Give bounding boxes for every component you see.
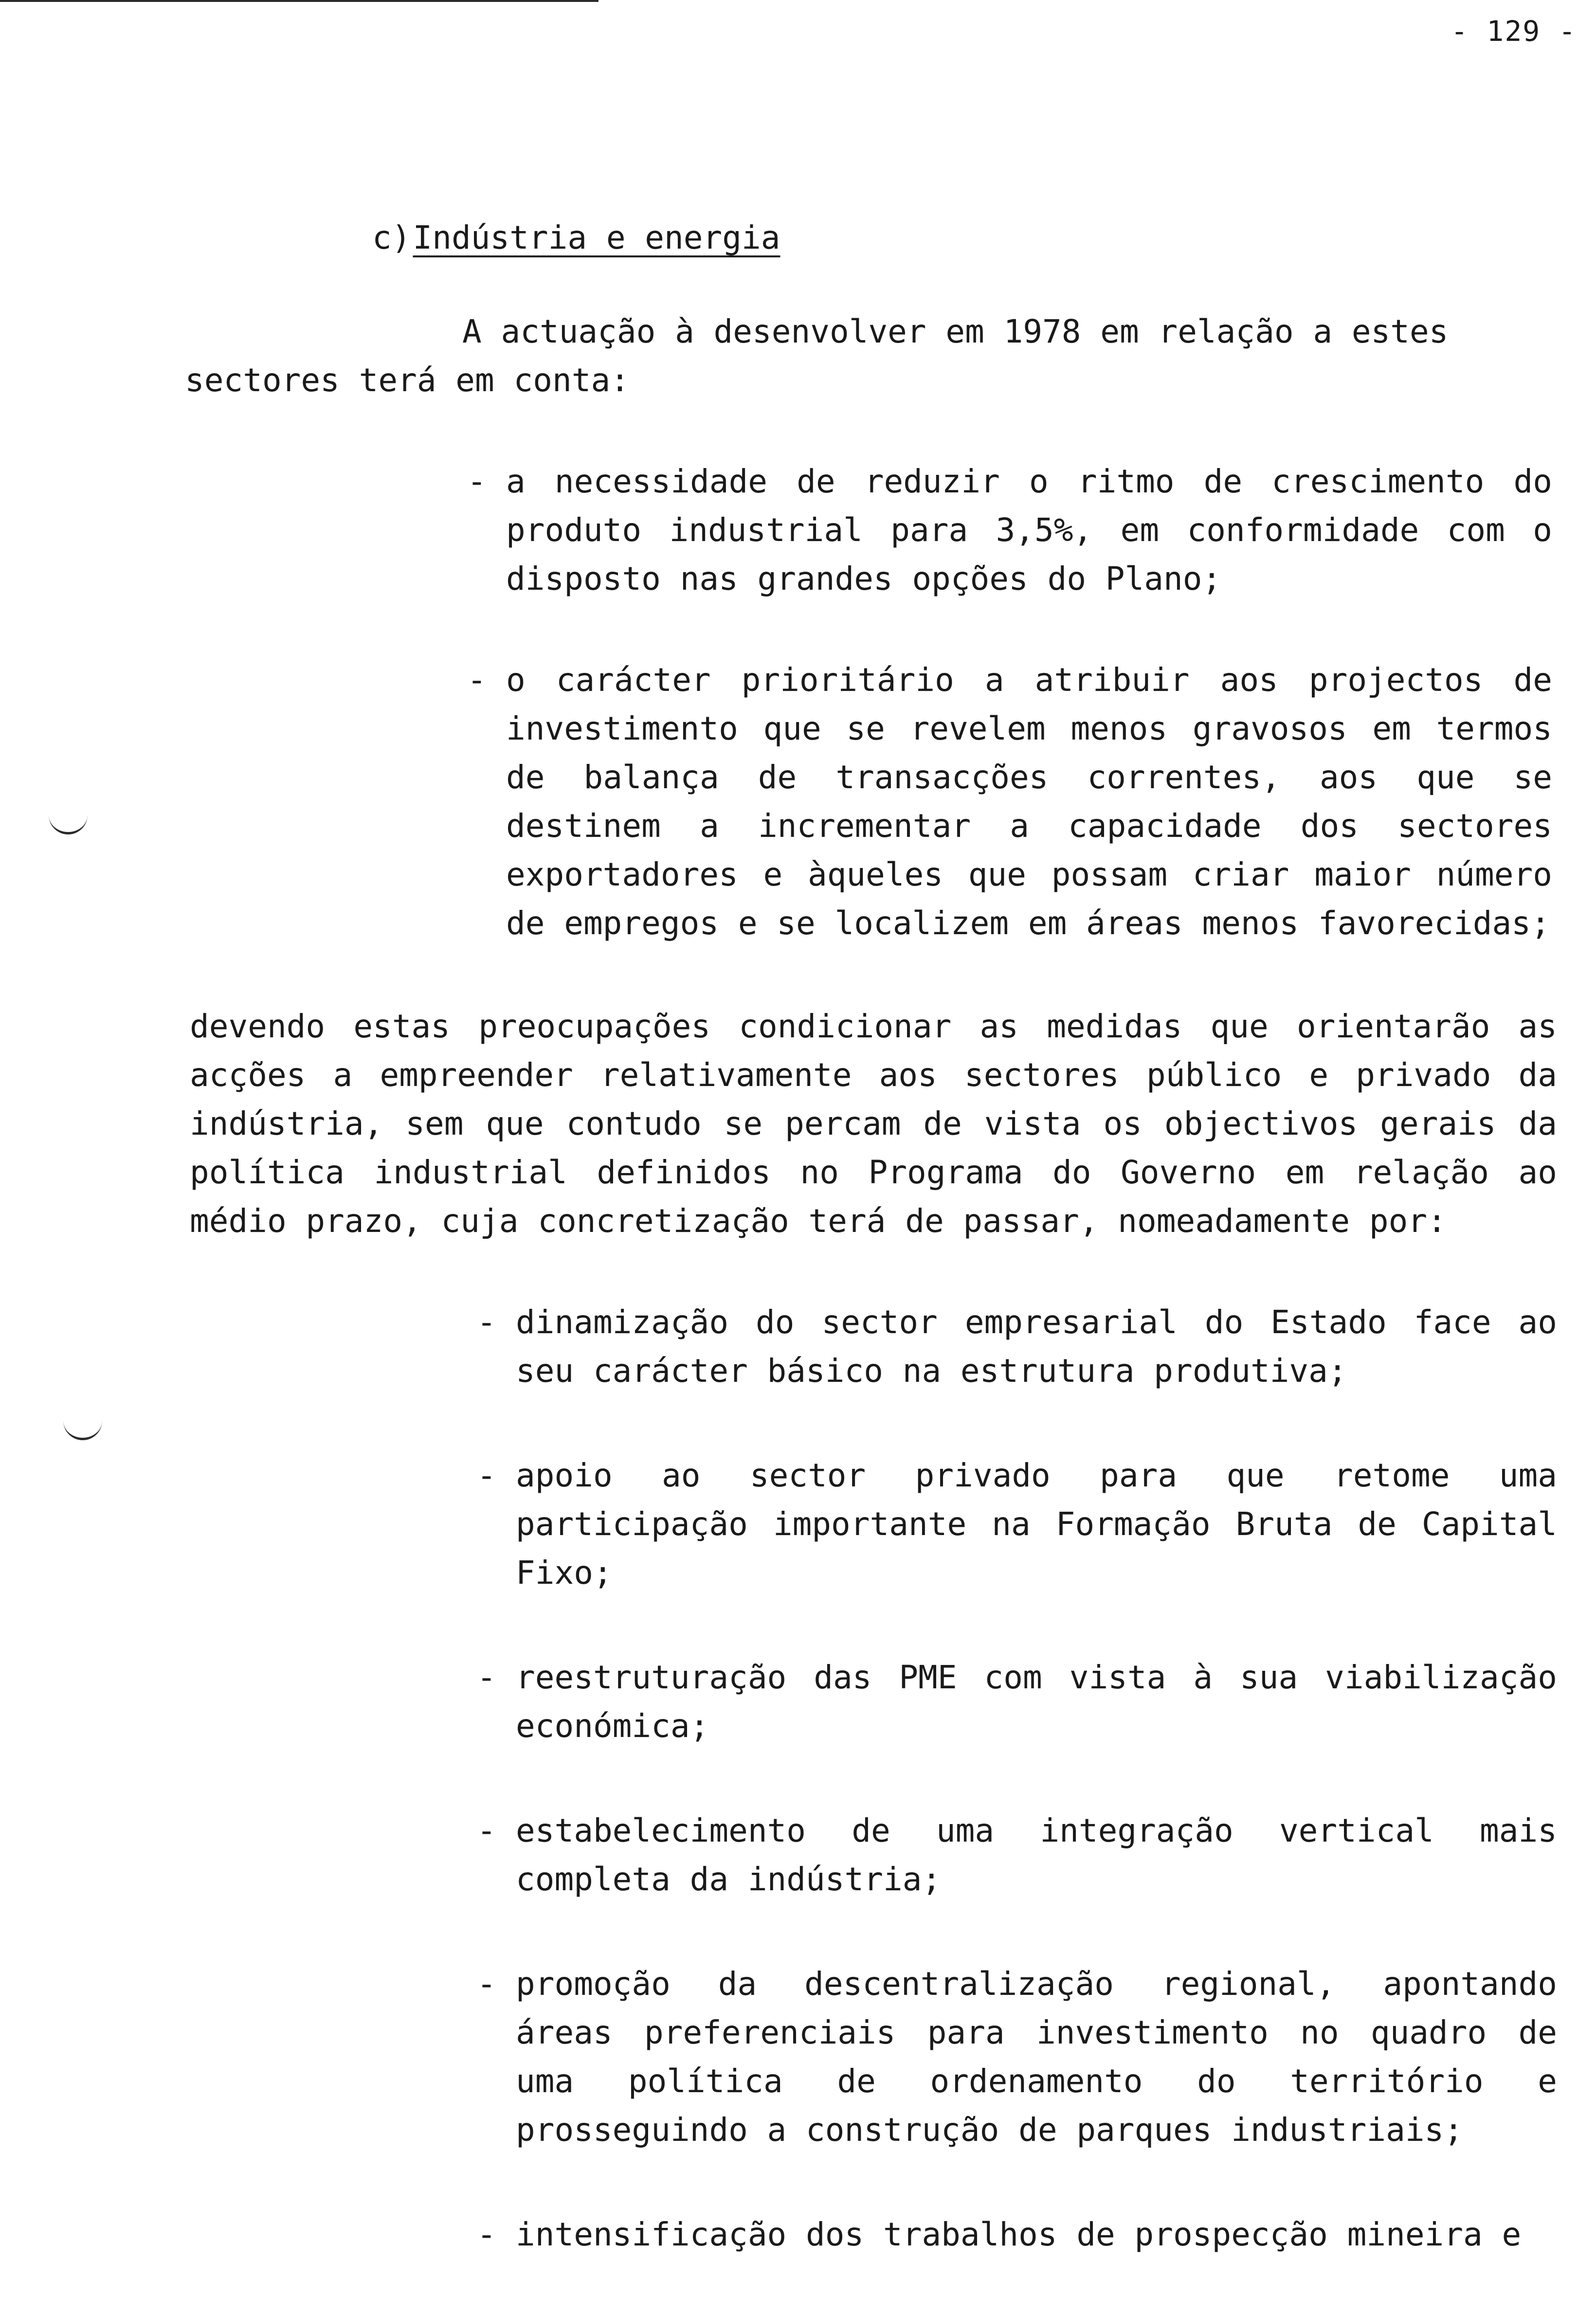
list-item-text: dinamização do sector empresarial do Estado face ao seu carácter básico na estrutura produtiva; [516, 1303, 1557, 1390]
list-item [477, 1653, 1557, 1751]
section-title: Indústria e energia [413, 219, 780, 256]
closing-paragraph: devendo estas preocupações condicionar as medidas que orientarão as acções a empreender relativamente aos sectores público e privado da indústria, sem que contudo se percam de vista os objectivos gerais da política industrial definidos no Programa do Governo em relação ao médio prazo, cuja concretização terá de passar, nomeadamente por: [190, 1008, 1557, 1240]
binder-hole-mark [63, 1418, 102, 1440]
bullet-dash: - [477, 1812, 496, 1849]
list-item-text: apoio ao sector privado para que retome uma participação importante na Formação Bruta de Capital Fixo; [516, 1457, 1557, 1592]
top-rule [0, 0, 598, 2]
list-item-text: o carácter prioritário a atribuir aos projectos de investimento que se revelem menos gravosos em termos de balança de transacções correntes, aos que se destinem a incrementar a capacidade dos sectores exportadores e àqueles que possam criar maior número de empregos e se localizem em áreas menos favorecidas; [506, 661, 1552, 942]
list-item-text: intensificação dos trabalhos de prospecção mineira e [516, 2216, 1522, 2253]
list-item [477, 1451, 1557, 1597]
list-item [477, 1960, 1557, 2154]
considerations-list [467, 457, 1552, 948]
list-item [467, 457, 1552, 603]
list-item [477, 1298, 1557, 1395]
list-item-text: a necessidade de reduzir o ritmo de crescimento do produto industrial para 3,5%, em conformidade com o disposto nas grandes opções do Plano; [506, 463, 1552, 597]
list-item-text: reestruturação das PME com vista à sua viabilização económica; [516, 1659, 1557, 1745]
bullet-dash: - [477, 1457, 496, 1494]
bullet-dash: - [477, 1965, 496, 2003]
bullet-dash: - [477, 1303, 496, 1341]
list-item-text: promoção da descentralização regional, apontando áreas preferenciais para investimento no quadro de uma política de ordenamento do território e prosseguindo a construção de parques industriais; [516, 1965, 1557, 2149]
list-item [467, 656, 1552, 948]
intro-paragraph: A actuação à desenvolver em 1978 em relação a estes sectores terá em conta: [185, 313, 1449, 399]
binder-hole-mark [49, 813, 88, 834]
section-heading [372, 219, 780, 256]
page-number: - 129 - [1451, 15, 1577, 48]
bullet-dash: - [467, 661, 487, 699]
objectives-list [477, 1298, 1557, 2315]
section-letter: c) [372, 219, 411, 256]
bullet-dash: - [467, 463, 487, 500]
list-item [477, 1807, 1557, 1904]
bullet-dash: - [477, 2216, 496, 2253]
list-item-text: estabelecimento de uma integração vertical mais completa da indústria; [516, 1812, 1557, 1898]
list-item [477, 2210, 1557, 2259]
bullet-dash: - [477, 1659, 496, 1696]
